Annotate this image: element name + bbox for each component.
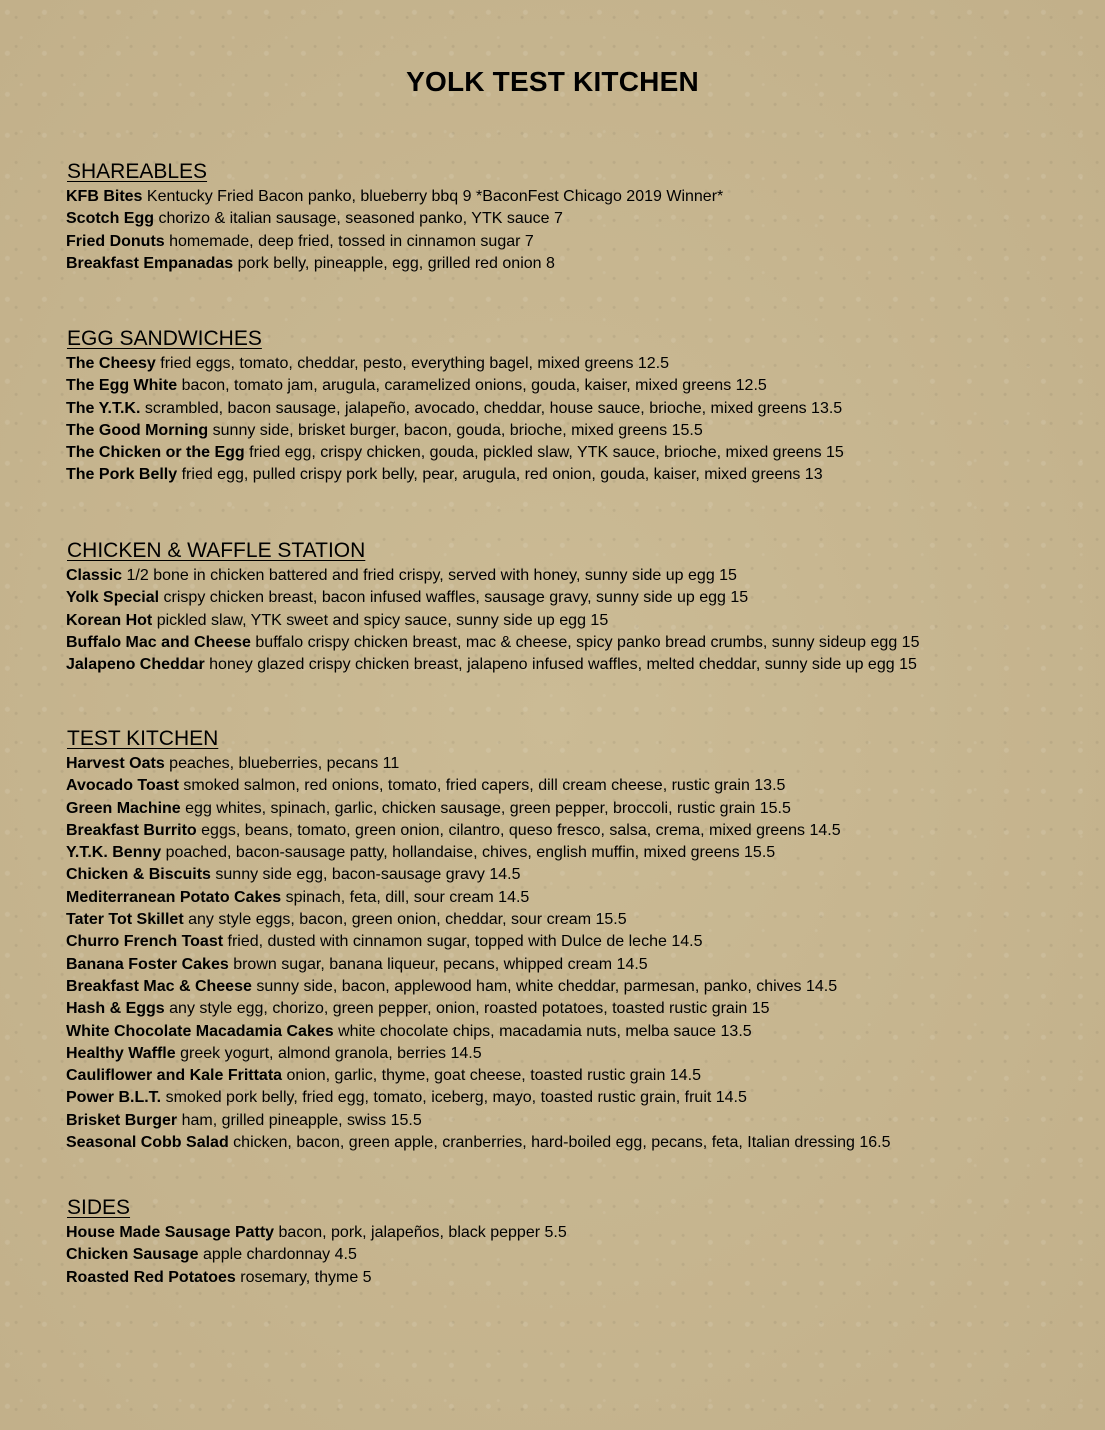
menu-item [66,753,1066,775]
menu-item-description: any style eggs, bacon, green onion, cheddar, sour cream 15.5 [188,911,627,929]
menu-item [66,398,1066,420]
menu-item-name: Korean Hot [66,611,153,629]
menu-item-name: Fried Donuts [66,232,165,250]
menu-item [66,375,1066,397]
menu-item-name: Cauliflower and Kale Frittata [66,1067,283,1085]
menu-item-description: honey glazed crispy chicken breast, jalapeno infused waffles, melted cheddar, sunny side up egg 15 [209,656,917,674]
menu-item-name: The Y.T.K. [66,399,141,417]
menu-item-list [66,753,1066,1154]
menu-item-description: bacon, pork, jalapeños, black pepper 5.5 [278,1224,567,1241]
menu-item [66,1110,1066,1132]
menu-item-name: Chicken & Biscuits [66,866,211,884]
menu-item-name: House Made Sausage Patty [66,1224,275,1241]
menu-item [66,565,1066,587]
menu-item [66,1021,1066,1043]
menu-item-list [66,353,1066,487]
menu-item [66,954,1066,976]
menu-item-name: Jalapeno Cheddar [66,656,205,674]
menu-item-description: pork belly, pineapple, egg, grilled red onion 8 [237,254,555,272]
menu-item [66,1132,1066,1154]
menu-item-name: Healthy Waffle [66,1044,176,1062]
menu-item-name: The Cheesy [66,355,156,372]
menu-title: YOLK TEST KITCHEN [406,66,699,97]
section-sides [66,1196,1066,1289]
menu-item-name: Roasted Red Potatoes [66,1268,236,1286]
menu-item [66,442,1066,464]
menu-item [66,775,1066,797]
menu-item [66,587,1066,609]
section-heading: SHAREABLES [67,160,208,183]
menu-item [66,842,1066,864]
section-shareables [66,160,1066,275]
menu-item-description: peaches, blueberries, pecans 11 [169,755,400,772]
menu-item-description: white chocolate chips, macadamia nuts, melba sauce 13.5 [338,1022,752,1040]
menu-item-description: egg whites, spinach, garlic, chicken sausage, green pepper, broccoli, rustic grain 15.5 [185,799,791,817]
menu-item-name: Breakfast Empanadas [66,254,234,272]
menu-item-description: Kentucky Fried Bacon panko, blueberry bbq 9 *BaconFest Chicago 2019 Winner* [146,188,724,205]
menu-item-description: sunny side, brisket burger, bacon, gouda, brioche, mixed greens 15.5 [212,421,703,439]
menu-item-list [66,565,1066,676]
menu-item-description: rosemary, thyme 5 [240,1268,372,1286]
section-test-kitchen [66,727,1066,1154]
menu-item-description: homemade, deep fried, tossed in cinnamon sugar 7 [169,232,534,250]
menu-item [66,909,1066,931]
menu-item-name: Yolk Special [66,589,160,607]
menu-item-name: Mediterranean Potato Cakes [66,888,282,906]
menu-item-name: White Chocolate Macadamia Cakes [66,1022,334,1040]
menu-item-name: Y.T.K. Benny [66,844,162,862]
menu-item-description: smoked salmon, red onions, tomato, fried capers, dill cream cheese, rustic grain 13.5 [183,777,786,795]
section-heading: TEST KITCHEN [67,727,219,750]
menu-item [66,1244,1066,1266]
menu-item-name: KFB Bites [66,188,143,205]
menu-item-name: Seasonal Cobb Salad [66,1134,229,1152]
menu-item [66,654,1066,676]
section-heading: SIDES [67,1196,131,1219]
menu-item-name: Scotch Egg [66,210,155,228]
menu-item-name: The Pork Belly [66,466,178,484]
menu-item-list [66,1222,1066,1289]
menu-item-name: Chicken Sausage [66,1246,199,1264]
menu-item [66,253,1066,275]
menu-item [66,864,1066,886]
menu-item-name: Churro French Toast [66,933,224,951]
menu-item-name: Green Machine [66,799,181,817]
section-egg-sandwiches [66,327,1066,487]
menu-item [66,931,1066,953]
menu-item-description: crispy chicken breast, bacon infused waffles, sausage gravy, sunny side up egg 15 [163,589,749,607]
menu-item [66,1267,1066,1289]
section-heading: CHICKEN & WAFFLE STATION [67,539,366,562]
menu-item [66,1065,1066,1087]
menu-item [66,976,1066,998]
menu-item-description: smoked pork belly, fried egg, tomato, iceberg, mayo, toasted rustic grain, fruit 14.5 [165,1089,747,1107]
menu-item-name: Banana Foster Cakes [66,955,229,973]
menu-item-name: Hash & Eggs [66,1000,165,1018]
menu-item [66,208,1066,230]
menu-item [66,1087,1066,1109]
menu-item-name: Harvest Oats [66,755,165,772]
menu-item-description: 1/2 bone in chicken battered and fried crispy, served with honey, sunny side up egg 15 [126,567,737,584]
menu-item-description: greek yogurt, almond granola, berries 14.5 [180,1044,482,1062]
menu-item-description: pickled slaw, YTK sweet and spicy sauce, sunny side up egg 15 [156,611,609,629]
section-heading: EGG SANDWICHES [67,327,262,350]
menu-item-description: ham, grilled pineapple, swiss 15.5 [181,1111,422,1129]
menu-item-description: brown sugar, banana liqueur, pecans, whipped cream 14.5 [233,955,648,973]
menu-item-description: fried eggs, tomato, cheddar, pesto, everything bagel, mixed greens 12.5 [160,355,670,372]
menu-item-name: Avocado Toast [66,777,179,795]
menu-item-description: poached, bacon-sausage patty, hollandaise, chives, english muffin, mixed greens 15.5 [165,844,776,862]
menu-item-description: chicken, bacon, green apple, cranberries, hard-boiled egg, pecans, feta, Italian dressing 16.5 [233,1134,891,1152]
menu-item [66,1043,1066,1065]
menu-item [66,610,1066,632]
menu-item-list [66,186,1066,275]
menu-item [66,420,1066,442]
menu-item-description: scrambled, bacon sausage, jalapeño, avocado, cheddar, house sauce, brioche, mixed greens 13.5 [144,399,843,417]
menu-item [66,186,1066,208]
menu-item-name: Tater Tot Skillet [66,911,184,929]
menu-item-description: apple chardonnay 4.5 [202,1246,357,1264]
menu-item-description: buffalo crispy chicken breast, mac & cheese, spicy panko bread crumbs, sunny sideup egg 15 [255,633,920,651]
menu-item-description: bacon, tomato jam, arugula, caramelized onions, gouda, kaiser, mixed greens 12.5 [181,377,767,395]
section-chicken-waffle-station [66,539,1066,676]
menu-item-description: onion, garlic, thyme, goat cheese, toasted rustic grain 14.5 [286,1067,701,1085]
menu-item-name: The Egg White [66,377,178,395]
menu-item [66,464,1066,486]
menu-item [66,887,1066,909]
menu-item-name: Power B.L.T. [66,1089,162,1107]
menu-item-description: sunny side, bacon, applewood ham, white cheddar, parmesan, panko, chives 14.5 [256,977,838,995]
menu-item-description: fried egg, pulled crispy pork belly, pear, arugula, red onion, gouda, kaiser, mixed greens 13 [181,466,823,484]
menu-item-name: The Chicken or the Egg [66,444,245,462]
menu-item [66,1222,1066,1244]
menu-item-name: Breakfast Mac & Cheese [66,977,252,995]
menu-item [66,353,1066,375]
menu-item-name: The Good Morning [66,421,209,439]
menu-item-description: chorizo & italian sausage, seasoned panko, YTK sauce 7 [158,210,563,228]
menu-item [66,820,1066,842]
menu-item-name: Brisket Burger [66,1111,178,1129]
menu-item [66,231,1066,253]
menu-item [66,798,1066,820]
menu-item-description: any style egg, chorizo, green pepper, onion, roasted potatoes, toasted rustic grain 15 [169,1000,770,1018]
menu-item-description: fried, dusted with cinnamon sugar, topped with Dulce de leche 14.5 [227,933,703,951]
menu-item [66,998,1066,1020]
menu-item-description: sunny side egg, bacon-sausage gravy 14.5 [215,866,521,884]
menu-item-name: Buffalo Mac and Cheese [66,633,251,651]
menu-item-description: spinach, feta, dill, sour cream 14.5 [285,888,530,906]
menu-item [66,632,1066,654]
menu-item-description: fried egg, crispy chicken, gouda, pickled slaw, YTK sauce, brioche, mixed greens 15 [249,444,844,462]
menu-item-description: eggs, beans, tomato, green onion, cilantro, queso fresco, salsa, crema, mixed greens 14.5 [201,821,841,839]
menu-item-name: Classic [66,567,123,584]
menu-item-name: Breakfast Burrito [66,821,197,839]
